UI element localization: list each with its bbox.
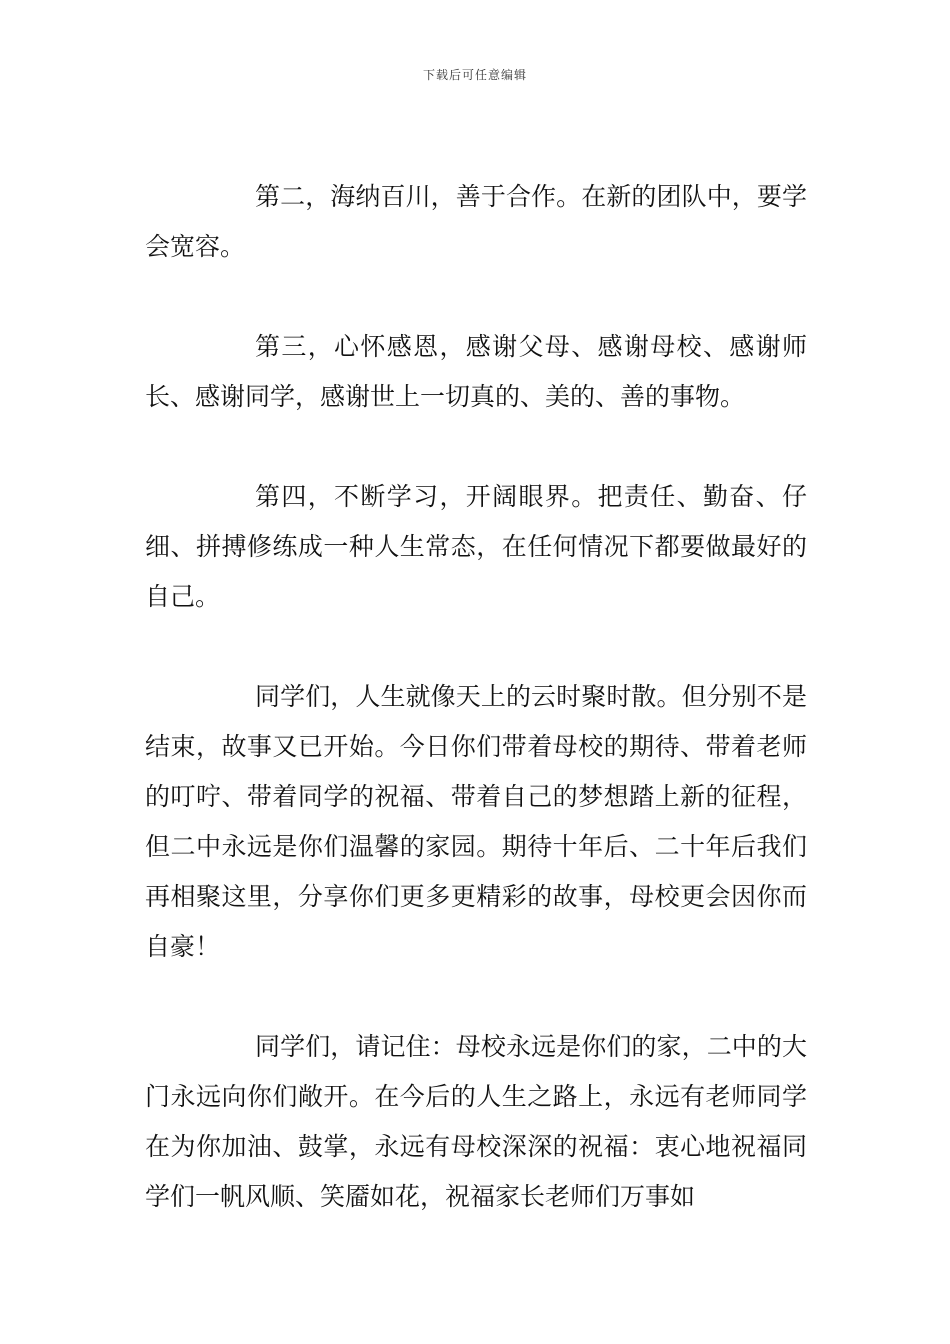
document-body — [145, 172, 807, 1272]
paragraph-fourth-point: 第四，不断学习，开阔眼界。把责任、勤奋、仔细、拼搏修练成一种人生常态，在任何情况下都要做最好的自己。 — [145, 482, 807, 611]
paragraph-farewell: 同学们，人生就像天上的云时聚时散。但分别不是结束，故事又已开始。今日你们带着母校的期待、带着老师的叮咛、带着同学的祝福、带着自己的梦想踏上新的征程，但二中永远是你们温馨的家园。期待十年后、二十年后我们再相聚这里，分享你们更多更精彩的故事，母校更会因你而自豪！ — [145, 682, 807, 961]
page-header-note: 下载后可任意编辑 — [422, 68, 527, 82]
paragraph-second-point: 第二，海纳百川，善于合作。在新的团队中，要学会宽容。 — [145, 182, 807, 261]
paragraph-remember: 同学们，请记住：母校永远是你们的家，二中的大门永远向你们敞开。在今后的人生之路上，永远有老师同学在为你加油、鼓掌，永远有母校深深的祝福：衷心地祝福同学们一帆风顺、笑靥如花，祝福家长老师们万事如 — [145, 1032, 807, 1211]
paragraph-third-point: 第三，心怀感恩，感谢父母、感谢母校、感谢师长、感谢同学，感谢世上一切真的、美的、善的事物。 — [145, 332, 807, 411]
